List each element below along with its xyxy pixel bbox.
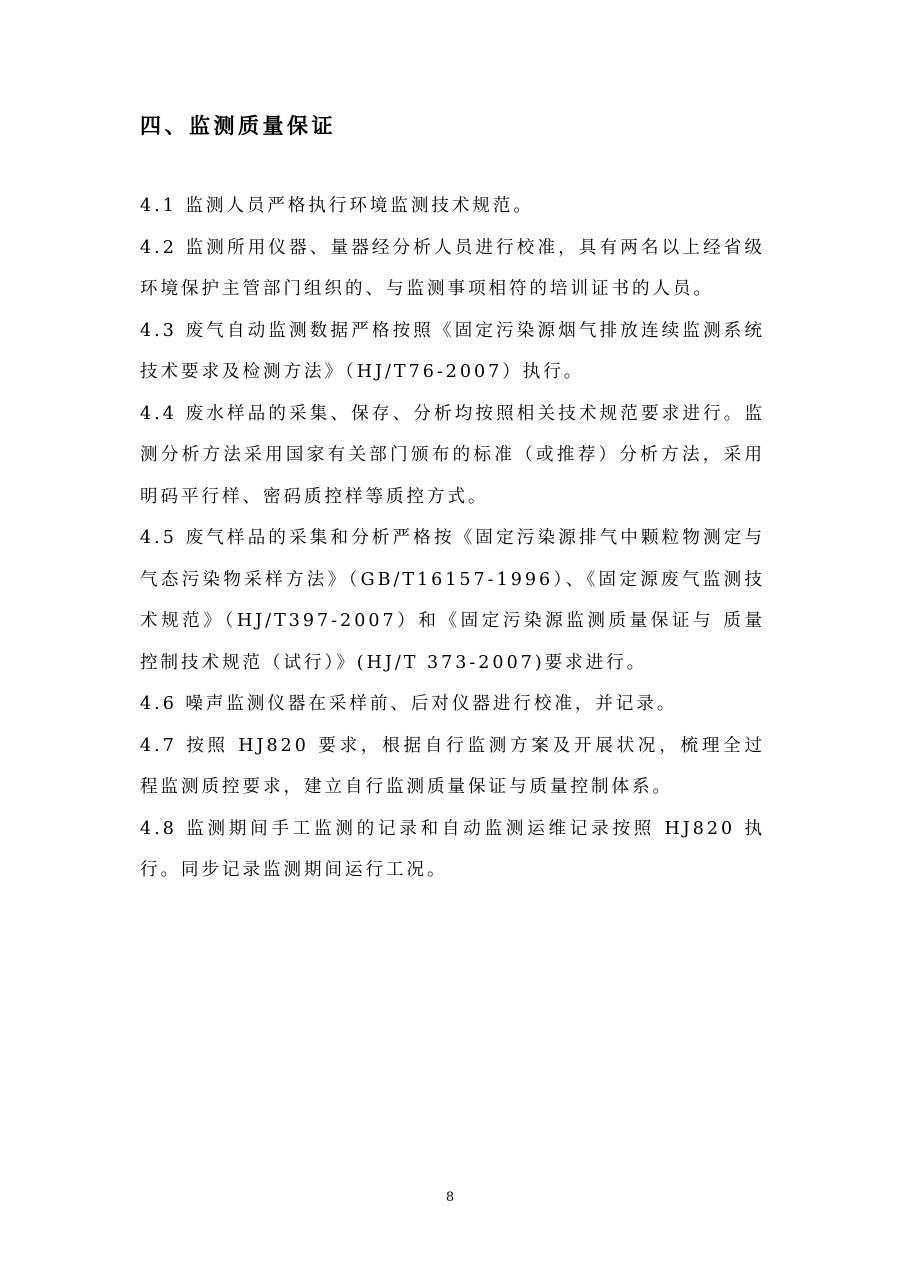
paragraph-4-1: 4.1 监测人员严格执行环境监测技术规范。: [140, 196, 534, 216]
paragraph-4-5: 4.5 废气样品的采集和分析严格按《固定污染源排气中颗粒物测定与气态污染物采样方法》（GB/T16157-1996）、《固定源废气监测技术规范》（HJ/T397-2007）和《固定污染源监测质量保证与 质量控制技术规范（试行）》(HJ/T 373-2007)要求进行。: [140, 528, 765, 673]
paragraph-4-8: 4.8 监测期间手工监测的记录和自动监测运维记录按照 HJ820 执行。同步记录监测期间运行工况。: [140, 818, 765, 880]
paragraph-4-3: 4.3 废气自动监测数据严格按照《固定污染源烟气排放连续监测系统技术要求及检测方法》（HJ/T76-2007）执行。: [140, 320, 765, 382]
page-number: 8: [445, 1190, 455, 1205]
section-body: [140, 186, 765, 892]
paragraph-4-2: 4.2 监测所用仪器、量器经分析人员进行校准，具有两名以上经省级环境保护主管部门组织的、与监测事项相符的培训证书的人员。: [140, 237, 765, 299]
paragraph-4-4: 4.4 废水样品的采集、保存、分析均按照相关技术规范要求进行。监测分析方法采用国家有关部门颁布的标准（或推荐）分析方法，采用明码平行样、密码质控样等质控方式。: [140, 403, 765, 507]
paragraph-4-7: 4.7 按照 HJ820 要求，根据自行监测方案及开展状况，梳理全过程监测质控要求，建立自行监测质量保证与质量控制体系。: [140, 735, 765, 797]
section-title: 四、监测质量保证: [140, 113, 336, 138]
paragraph-4-6: 4.6 噪声监测仪器在采样前、后对仪器进行校准，并记录。: [140, 694, 678, 714]
page-footer: [0, 1186, 900, 1205]
